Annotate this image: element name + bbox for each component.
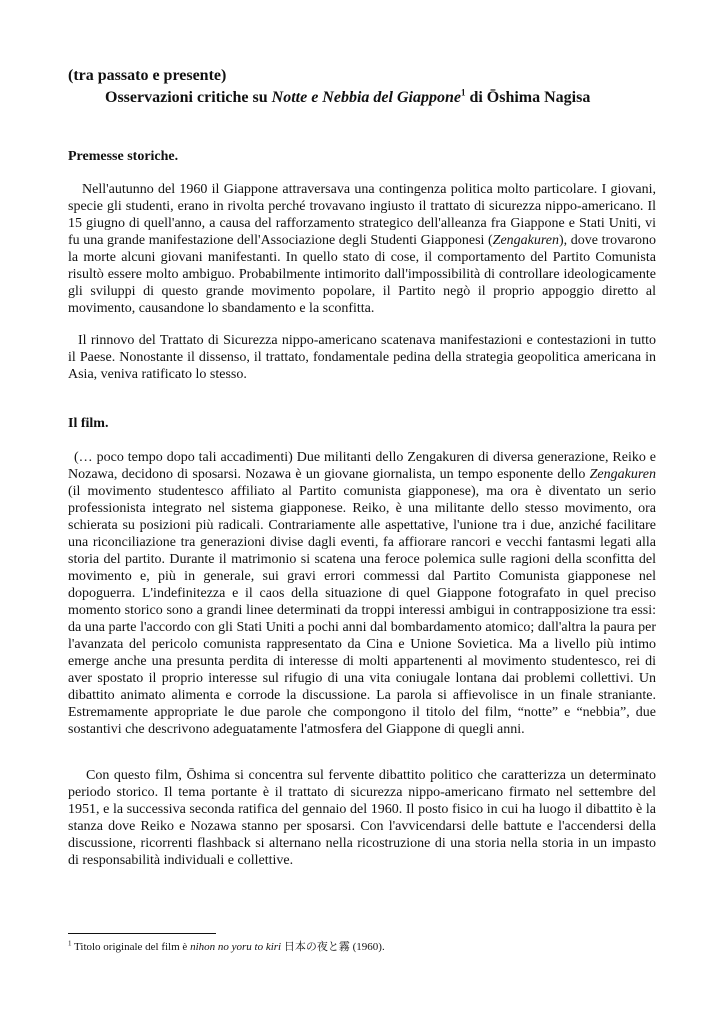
section-heading-film: Il film. xyxy=(68,416,109,431)
paragraph-1 xyxy=(68,181,656,317)
footnote-japanese-title: 日本の夜と霧 xyxy=(283,940,350,953)
title-suffix: di Ōshima Nagisa xyxy=(465,89,591,106)
paragraph-1-text-b: ), dove trovarono la morte alcuni giovani manifestanti. In quello stato di cose, il comportamento del Partito Comunista risultò essere molto ambiguo. Probabilmente intimorito dall'impossibilità di controllare ideologicamente gli sviluppi di questo grande movimento popolare, il Partito negò il proprio appoggio diretto al movimento, causandone lo sbandamento e la sconfitta. xyxy=(68,233,656,316)
footnote xyxy=(68,940,385,954)
footnote-mark: 1 xyxy=(68,939,72,948)
document-title xyxy=(105,88,656,108)
paragraph-3-text-a: (… poco tempo dopo tali accadimenti) Due militanti dello Zengakuren di diversa generazione, Reiko e Nozawa, decidono di sposarsi. Nozawa è un giovane giornalista, un tempo esponente dello xyxy=(68,450,656,482)
paragraph-4: Con questo film, Ōshima si concentra sul fervente dibattito politico che caratterizza un determinato periodo storico. Il tema portante è il trattato di sicurezza nippo-americano firmato nel settembre del 1951, e la successiva seconda ratifica del gennaio del 1960. Il posto fisico in cui ha luogo il dibattito è la stanza dove Reiko e Nozawa stanno per sposarsi. Con l'avvicendarsi delle battute e l'accendersi della discussione, ricorrenti flashback si alternano nella ricostruzione di una storia nella storia in un impasto di responsabilità individuali e collettive. xyxy=(68,768,656,868)
footnote-separator xyxy=(68,933,216,934)
film-title: Notte e Nebbia del Giappone xyxy=(271,89,461,106)
document-subtitle: (tra passato e presente) xyxy=(68,67,227,84)
footnote-romaji: nihon no yoru to kiri xyxy=(190,941,282,953)
document-body xyxy=(68,66,656,868)
paragraph-3-text-b: (il movimento studentesco affiliato al Partito comunista giapponese), ma ora è diventato un serio professionista integrato nel sistema giapponese. Reiko, è una militante dello stesso movimento, ora schierata su posizioni più radicali. Contrariamente alle aspettative, l'unione tra i due, anziché facilitare una riconciliazione tra generazioni divise dagli eventi, fa affiorare rancori e vecchi fantasmi legati alla storia del partito. Durante il matrimonio si scatena una feroce polemica sulle ragioni della sconfitta del movimento e, più in generale, sui gravi errori commessi dal Partito Comunista giapponese nel dopoguerra. L'indefinitezza e il caos della situazione di quel Giappone fotografato in quel preciso momento storico sono a grandi linee determinati da troppi interessi ambigui in contrapposizione tra essi: da una parte l'accordo con gli Stati Uniti a pochi anni dal bombardamento atomico; dall'altra la paura per l'avanzata del pericolo comunista rappresentato da Cina e Unione Sovietica. Ma a livello più intimo emerge anche una presunta perdita di interesse di molti appartenenti al movimento studentesco, rei di aver spostato il proprio interesse sul rifugio di una vita coniugale lontana dai problemi collettivi. Un dibattito animato alimenta e corrode la discussione. La parola si affievolisce in un finale straniante. Estremamente appropriate le due parole che compongono il titolo del film, “notte” e “nebbia”, due sostantivi che descrivono adeguatamente l'atmosfera del Giappone di quegli anni. xyxy=(68,484,656,737)
title-prefix: Osservazioni critiche su xyxy=(105,89,272,106)
footnote-reference[interactable]: 1 xyxy=(460,87,466,98)
section-heading-premesse: Premesse storiche. xyxy=(68,149,179,164)
paragraph-1-emphasis: Zengakuren xyxy=(492,233,560,248)
paragraph-3-emphasis: Zengakuren xyxy=(589,467,656,482)
paragraph-1-text-a: Nell'autunno del 1960 il Giappone attraversava una contingenza politica molto particolare. I giovani, specie gli studenti, erano in rivolta perché trovavano ingiusto il trattato di sicurezza nippo-americano. Il 15 giugno di quell'anno, a causa del rafforzamento strategico dell'alleanza fra Giappone e Stati Uniti, vi fu una grande manifestazione dell'Associazione degli Studenti Giapponesi ( xyxy=(68,182,656,248)
paragraph-2: Il rinnovo del Trattato di Sicurezza nippo-americano scatenava manifestazioni e contestazioni in tutto il Paese. Nonostante il dissenso, il trattato, fondamentale pedina della strategia geopolitica americana in Asia, veniva ratificato lo stesso. xyxy=(68,333,656,382)
footnote-year: (1960). xyxy=(349,941,385,953)
footnote-text-prefix: Titolo originale del film è xyxy=(71,941,191,953)
paragraph-3 xyxy=(68,449,656,738)
